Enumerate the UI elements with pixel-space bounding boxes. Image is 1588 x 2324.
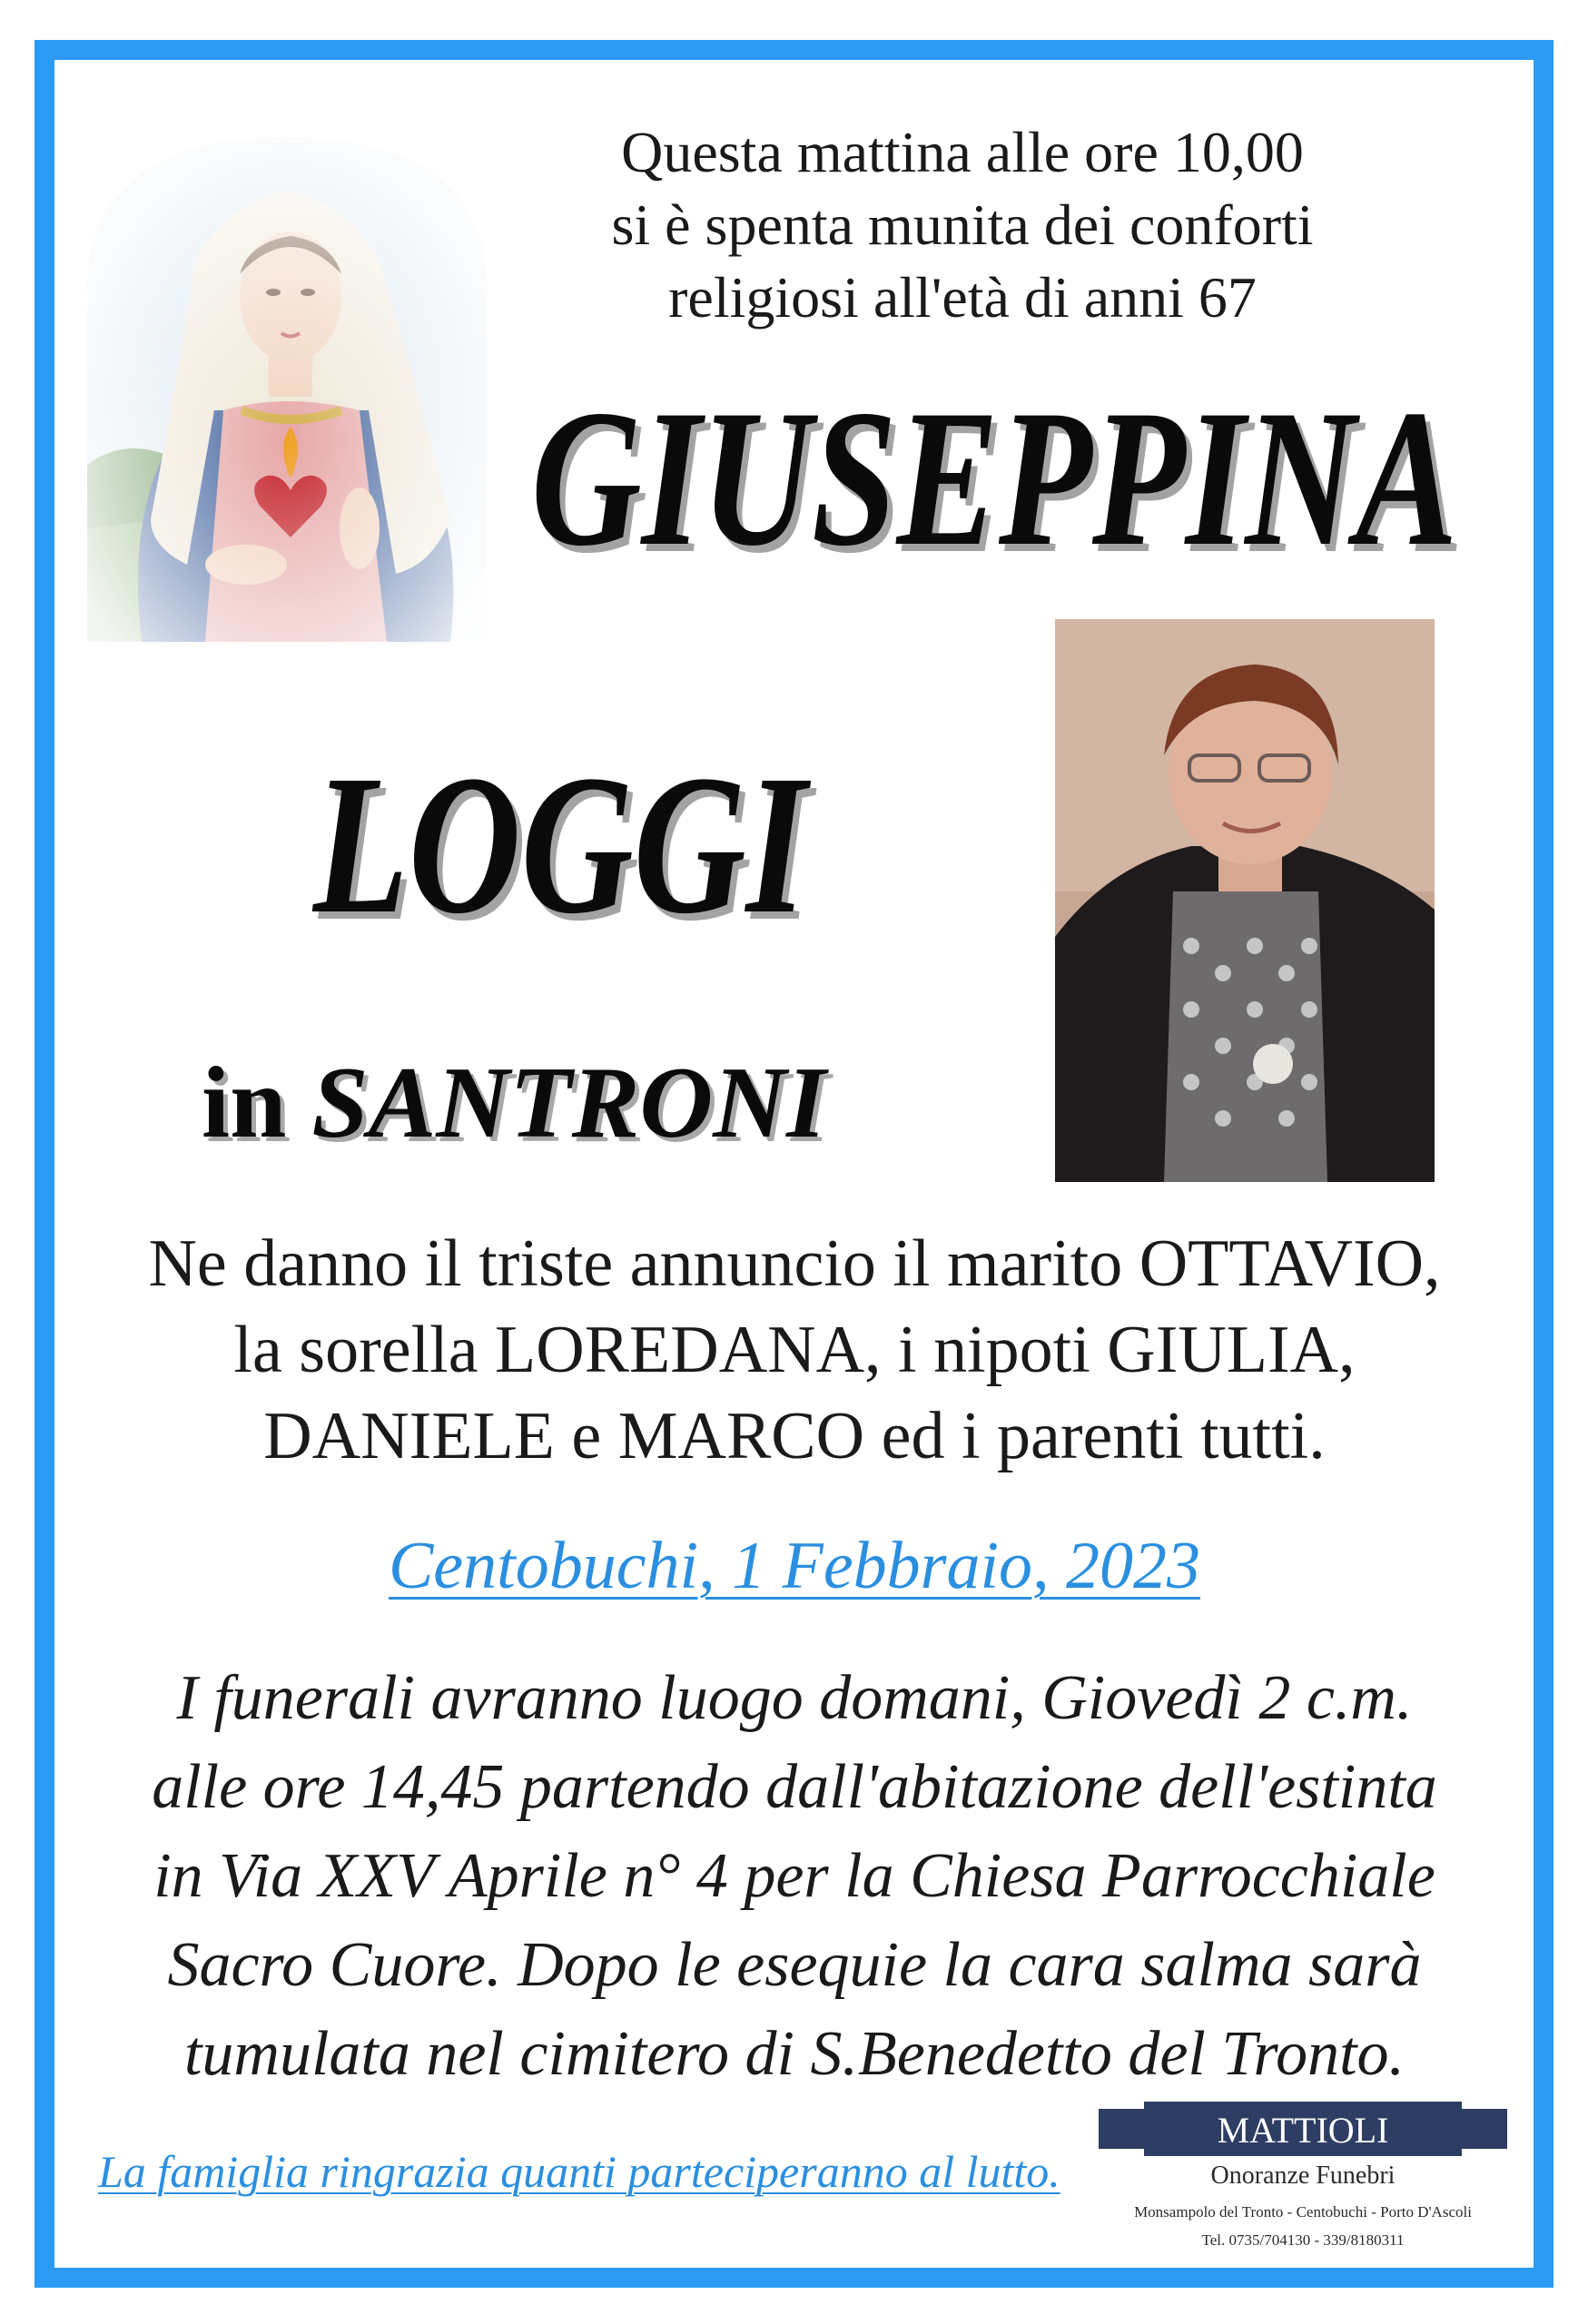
deceased-last-name: LOGGI — [313, 734, 807, 955]
funeral-line: in Via XXV Aprile n° 4 per la Chiesa Parrocchiale — [153, 1841, 1435, 1911]
mattioli-logo — [1090, 2102, 1516, 2260]
intro-line: religiosi all'età di anni 67 — [668, 265, 1257, 330]
logo-subtitle: Onoranze Funebri — [1210, 2162, 1396, 2190]
funeral-line: Sacro Cuore. Dopo le esequie la cara salma sarà — [167, 1930, 1422, 2000]
intro-line: si è spenta munita dei conforti — [611, 192, 1314, 257]
funeral-line: alle ore 14,45 partendo dall'abitazione dell'estinta — [152, 1752, 1437, 1822]
funeral-details — [54, 1654, 1534, 2099]
dateline — [54, 1525, 1534, 1607]
funeral-line: I funerali avranno luogo domani, Giovedì 2 c.m. — [176, 1663, 1413, 1733]
thanks-text: La famiglia ringrazia quanti parteciperanno al lutto. — [98, 2146, 1060, 2197]
married-surname: SANTRONI — [311, 1047, 826, 1159]
married-prefix: in — [202, 1047, 287, 1159]
funeral-line: tumulata nel cimitero di S.Benedetto del Tronto. — [183, 2019, 1406, 2089]
announcement — [54, 1221, 1534, 1480]
logo-name: MATTIOLI — [1217, 2110, 1389, 2151]
announcement-line: Ne danno il triste annuncio il marito OTTAVIO, — [148, 1226, 1441, 1301]
deceased-first-name: GIUSEPPINA — [531, 369, 1458, 586]
madonna-image — [87, 138, 487, 642]
intro-line: Questa mattina alle ore 10,00 — [621, 120, 1304, 184]
dateline-text: Centobuchi, 1 Febbraio, 2023 — [388, 1529, 1201, 1603]
logo-phone: Tel. 0735/704130 - 339/8180311 — [1201, 2231, 1405, 2249]
married-name — [202, 1044, 826, 1162]
portrait-photo — [1055, 619, 1435, 1182]
announcement-line: DANIELE e MARCO ed i parenti tutti. — [263, 1399, 1326, 1473]
thanks-note — [98, 2144, 1060, 2199]
logo-locations: Monsampolo del Tronto - Centobuchi - Porto D'Ascoli — [1134, 2203, 1472, 2221]
intro-text — [508, 116, 1416, 334]
announcement-line: la sorella LOREDANA, i nipoti GIULIA, — [233, 1313, 1356, 1387]
